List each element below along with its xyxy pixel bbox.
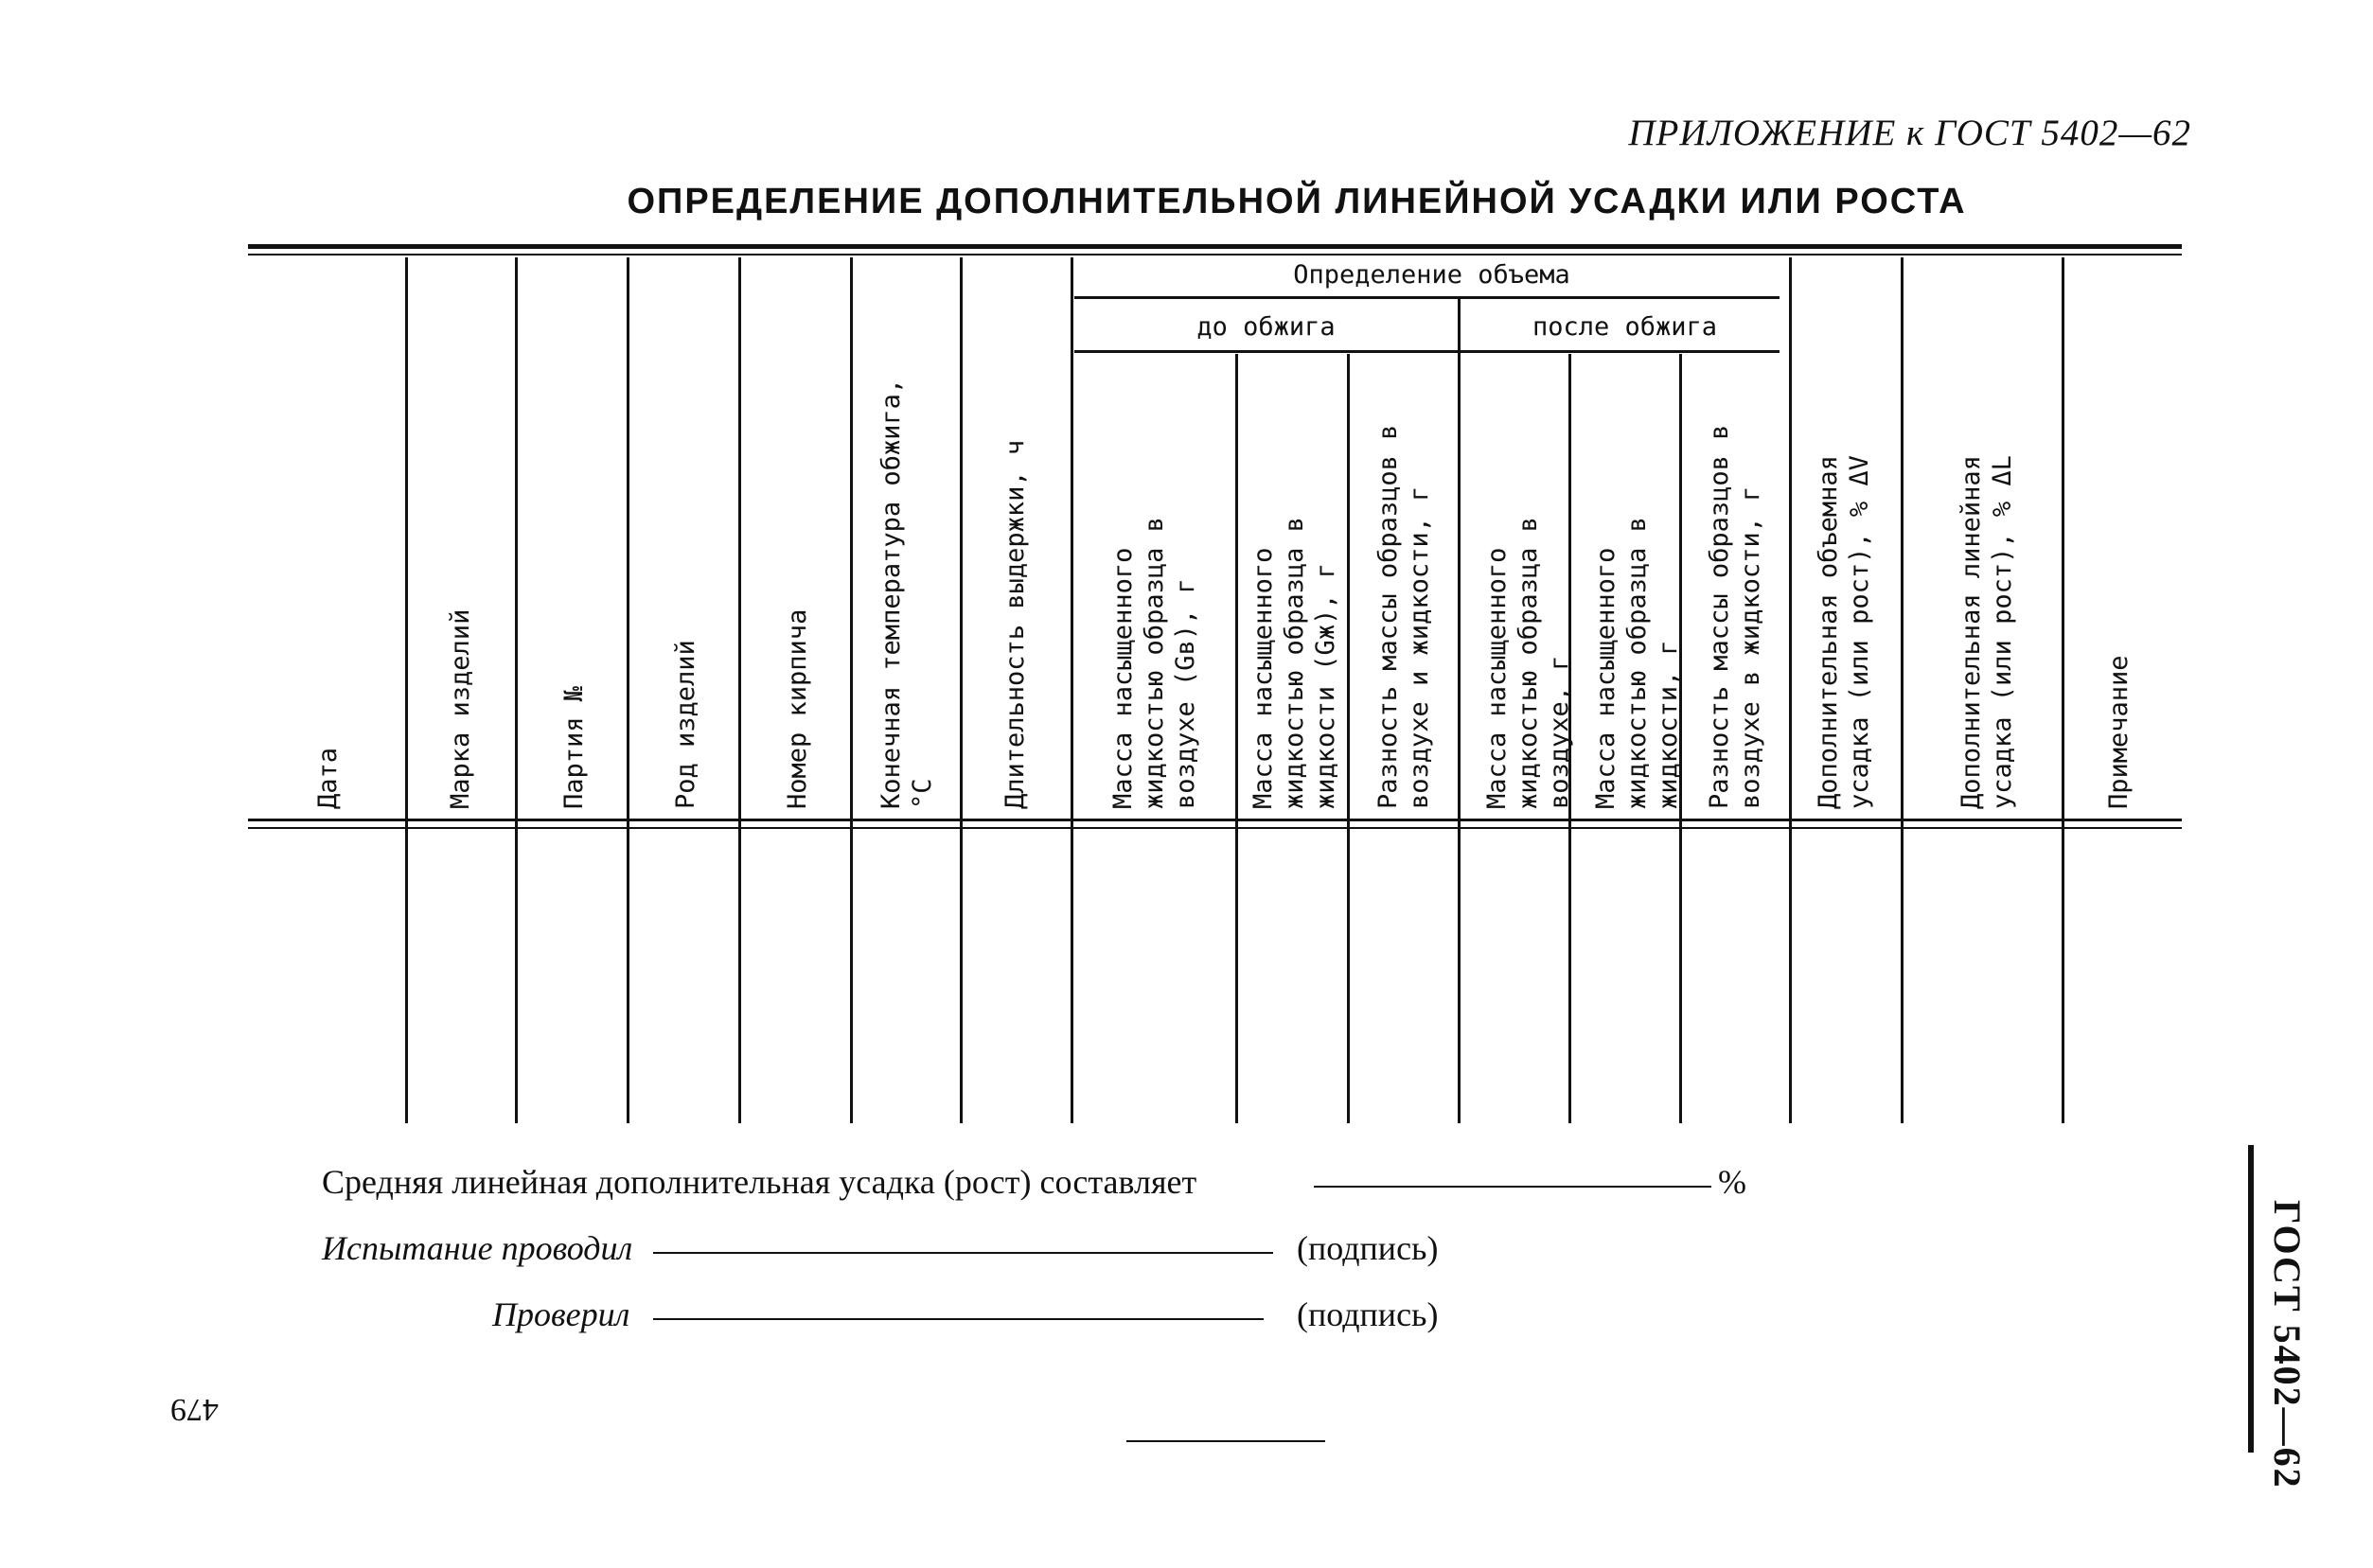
- page-end-rule: [1126, 1440, 1325, 1442]
- col-header-product-type: Род изделий: [671, 640, 700, 809]
- col-divider: [1347, 354, 1350, 1123]
- average-shrinkage-field[interactable]: [1314, 1186, 1711, 1188]
- col-divider: [405, 257, 408, 1123]
- col-header-linear-shrinkage: Дополнительная линейная усадка (или рост), % ΔL: [1957, 455, 2017, 809]
- col-header-mass-air-before: Масса насыщенного жидкостью образца в воздухе (Gв), г: [1108, 517, 1200, 809]
- group-volume-rule: [1074, 296, 1780, 299]
- side-bar: [2248, 1145, 2254, 1453]
- col-header-mass-liquid-before: Масса насыщенного жидкостью образца в жидкости (Gж), г: [1248, 517, 1340, 809]
- col-divider: [1071, 257, 1073, 1123]
- col-divider: [1458, 299, 1461, 1123]
- col-header-mass-diff-before: Разность массы образцов в воздухе и жидкости, г: [1373, 424, 1434, 809]
- col-header-brand: Марка изделий: [446, 608, 475, 809]
- appendix-heading: ПРИЛОЖЕНИЕ к ГОСТ 5402—62: [1628, 113, 2191, 153]
- col-divider: [960, 257, 963, 1123]
- col-divider: [515, 257, 518, 1123]
- col-header-mass-air-after: Масса насыщенного жидкостью образца в воздухе, г: [1482, 517, 1574, 809]
- checked-by-signature: (подпись): [1297, 1295, 1439, 1333]
- tested-by-label: Испытание проводил: [322, 1229, 633, 1267]
- col-header-date: Дата: [313, 747, 343, 809]
- col-header-volume-shrinkage: Дополнительная объемная усадка (или рост), % ΔV: [1814, 455, 1874, 809]
- col-divider: [1235, 354, 1238, 1123]
- col-header-firing-temperature: Конечная температура обжига, °С: [877, 378, 937, 809]
- col-divider: [2062, 257, 2064, 1123]
- tested-by-signature: (подпись): [1297, 1229, 1439, 1267]
- average-shrinkage-unit: %: [1718, 1163, 1746, 1201]
- header-bottom-border: [248, 819, 2182, 821]
- col-header-note: Примечание: [2104, 655, 2134, 809]
- col-divider: [850, 257, 853, 1123]
- page-title: ОПРЕДЕЛЕНИЕ ДОПОЛНИТЕЛЬНОЙ ЛИНЕЙНОЙ УСАДКИ ИЛИ РОСТА: [627, 182, 1967, 221]
- col-divider: [627, 257, 629, 1123]
- group-header-volume: Определение объема: [1293, 260, 1570, 290]
- col-divider: [1789, 257, 1792, 1123]
- col-divider: [738, 257, 741, 1123]
- col-header-hold-duration: Длительность выдержки, ч: [1001, 439, 1030, 809]
- col-header-brick-number: Номер кирпича: [783, 608, 812, 809]
- tested-by-field[interactable]: [653, 1252, 1273, 1254]
- average-shrinkage-label: Средняя линейная дополнительная усадка (рост) составляет: [322, 1163, 1197, 1201]
- header-bottom-border-inner: [248, 827, 2182, 829]
- group-before-after-rule: [1074, 350, 1780, 353]
- table-top-border-inner: [248, 254, 2182, 255]
- col-header-batch: Партия №: [559, 685, 589, 809]
- col-divider: [1901, 257, 1904, 1123]
- col-header-mass-liquid-after: Масса насыщенного жидкостью образца в жидкости, г: [1591, 517, 1683, 809]
- checked-by-field[interactable]: [653, 1318, 1264, 1320]
- col-header-mass-diff-after: Разность массы образцов в воздухе в жидкости, г: [1705, 424, 1765, 809]
- group-header-before-firing: до обжига: [1196, 312, 1336, 342]
- checked-by-label: Проверил: [492, 1295, 630, 1333]
- group-header-after-firing: после обжига: [1532, 312, 1718, 342]
- table-top-border: [248, 244, 2182, 249]
- side-gost-label: ГОСТ 5402—62: [2266, 1200, 2309, 1489]
- page-number: 479: [170, 1392, 219, 1427]
